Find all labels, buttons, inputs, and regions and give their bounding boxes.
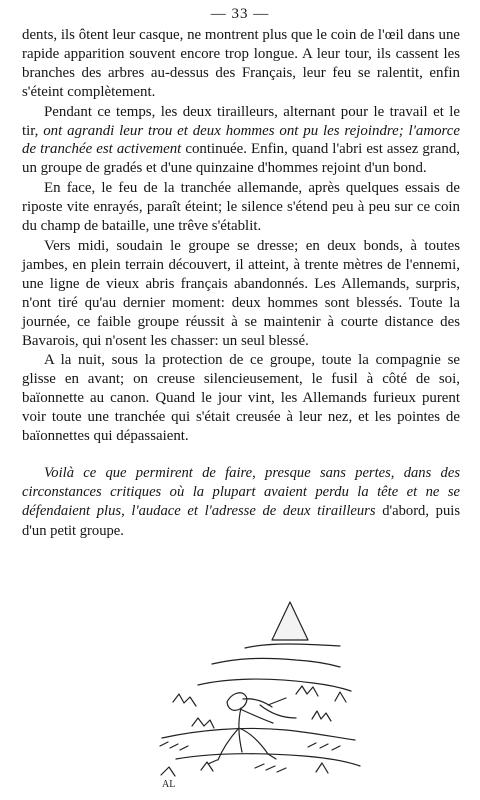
paragraph-1-text: dents, ils ôtent leur casque, ne montrent plus que le coin de l'œil dans une rapide apparition souvent encore trop longue. A leur tour, ils cassent les branches des arbres au-dessus des Français, leur feu se ralentit, enfin s'éteint complètement.: [22, 27, 460, 100]
page-number: — 33 —: [210, 6, 270, 22]
brush-icon-2: [296, 686, 318, 696]
paragraph-6-italic: Voilà ce que permirent de faire, presque sans pertes, dans des circonstances critiques où la plupart avaient perdu la tête et ne se défendaient plus, l'audace et l'adresse de deux tirailleurs: [22, 464, 460, 520]
field-line-3: [162, 728, 355, 740]
brush-icon-1: [192, 718, 214, 728]
paragraph-6: [22, 464, 460, 541]
brush-icon-3: [312, 711, 331, 721]
paragraph-2-text-b: continuée. Enfin, quand l'abri est assez grand, un groupe de gradés et d'une quinzaine d'hommes rejoint d'un bond.: [22, 141, 460, 177]
paragraph-2-text-a: Pendant ce temps, les deux tirailleurs, alternant pour le travail et le tir,: [22, 103, 460, 139]
field-line-1: [212, 658, 340, 667]
soldier-icon: [227, 693, 247, 711]
main-text: [22, 26, 460, 541]
paragraph-6-text: d'abord, puis d'un petit groupe.: [22, 503, 461, 539]
paragraph-3-text: En face, le feu de la tranchée allemande, après quelques essais de riposte vite enrayés, paraît éteint; le silence s'étend peu à peu sur ce coin du champ de bataille, une trêve s'établit.: [22, 180, 460, 235]
illustration-drawing: [150, 582, 365, 792]
brush-icon-4: [173, 694, 196, 706]
haystack-icon: [272, 602, 308, 640]
paragraph-5: [22, 351, 460, 446]
horizon-line: [245, 644, 340, 648]
illustration-signature: AL: [162, 779, 176, 790]
paragraph-5-text: A la nuit, sous la protection de ce groupe, toute la compagnie se glisse en avant; on creuse silencieusement, le fusil à côté de soi, baïonnette au canon. Quand le jour vint, les Allemands furieux purent voir toute une tranchée qui s'était creusée à leur nez, et les pointes de baïonnettes qui dépassaient.: [22, 352, 460, 445]
paragraph-2-italic: ont agrandi leur trou et deux hommes ont pu les rejoindre; l'amorce de tranchée est activement: [22, 122, 460, 158]
illustration: [150, 582, 365, 792]
paragraph-3: [22, 179, 460, 236]
paragraph-2: [22, 103, 460, 179]
field-line-2: [198, 679, 351, 691]
paragraph-4: [22, 237, 460, 350]
paragraph-spacer: [22, 446, 460, 464]
paragraph-4-text: Vers midi, soudain le groupe se dresse; en deux bonds, à toutes jambes, en plein terrain découvert, il atteint, à trente mètres de l'ennemi, une ligne de vieux abris français abandonnés. Les Allemands, surpris, n'ont tiré qu'au dernier moment: deux hommes sont blessés. Toute la journée, ce faible groupe réussit à se maintenir à courte distance des Bavarois, qui n'osent les chasser: un seul blessé.: [22, 237, 460, 349]
paragraph-1: [22, 26, 460, 102]
field-line-4: [176, 754, 360, 766]
